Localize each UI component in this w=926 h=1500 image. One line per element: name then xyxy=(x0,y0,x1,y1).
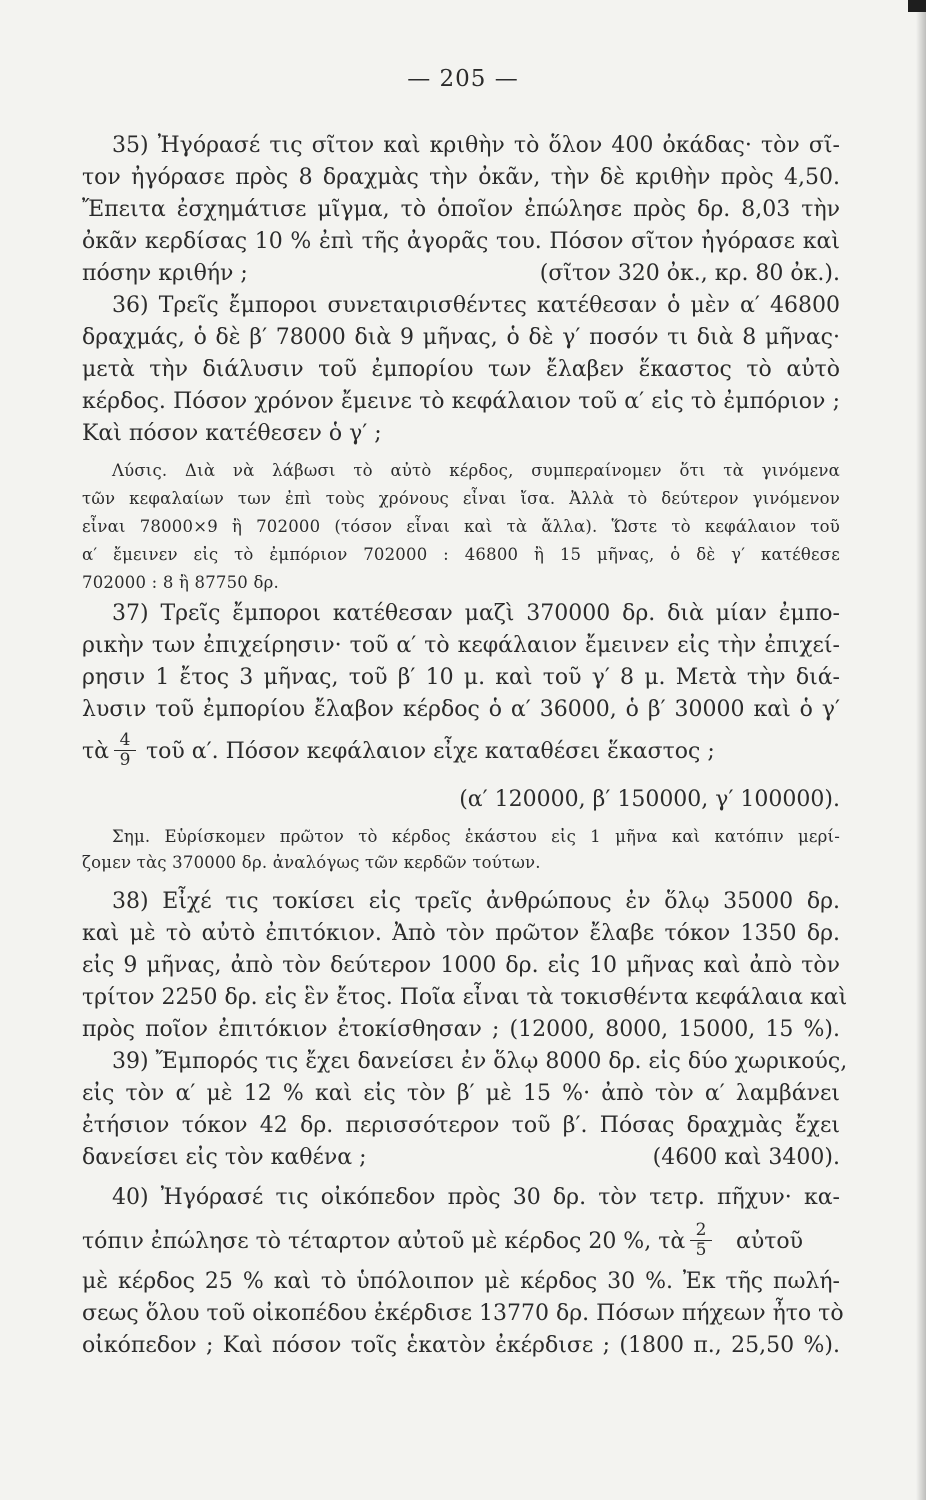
answer: (4600 καὶ 3400). xyxy=(652,1145,840,1170)
text-line: Ἔπειτα ἐσχημάτισε μῖγμα, τὸ ὁποῖον ἐπώλησε πρὸς δρ. 8,03 τὴν xyxy=(82,197,840,222)
text-line: 38) Εἶχέ τις τοκίσει εἰς τρεῖς ἀνθρώπους ἐν ὅλῳ 35000 δρ. xyxy=(112,889,840,914)
text-line: λυσιν τοῦ ἐμπορίου ἔλαβον κέρδος ὁ α′ 36000, ὁ β′ 30000 καὶ ὁ γ′ xyxy=(82,697,840,722)
text-line: 40) Ἠγόρασέ τις οἰκόπεδον πρὸς 30 δρ. τὸν τετρ. πῆχυν· κα- xyxy=(112,1185,840,1210)
solution-line: 702000 : 8 ἢ 87750 δρ. xyxy=(82,573,279,592)
page-edge-shadow xyxy=(916,0,926,1500)
answer: (σῖτον 320 ὀκ., κρ. 80 ὀκ.). xyxy=(539,261,840,286)
text-line: ρησιν 1 ἔτος 3 μῆνας, τοῦ β′ 10 μ. καὶ τοῦ γ′ 8 μ. Μετὰ τὴν διά- xyxy=(82,665,840,690)
fraction-denominator: 5 xyxy=(695,1240,707,1260)
text-line: εἰς 9 μῆνας, ἀπὸ τὸν δεύτερον 1000 δρ. εἰς 10 μῆνας καὶ ἀπὸ τὸν xyxy=(82,953,840,978)
solution-line: εἶναι 78000×9 ἢ 702000 (τόσον εἶναι καὶ τὰ ἄλλα). Ὥστε τὸ κεφάλαιον τοῦ xyxy=(82,517,840,536)
text-line: οἰκόπεδον ; Καὶ πόσον τοῖς ἑκατὸν ἐκέρδισε ; (1800 π., 25,50 %). xyxy=(82,1333,840,1358)
fraction xyxy=(690,1222,712,1259)
fraction xyxy=(114,732,136,769)
text-line: τρίτον 2250 δρ. εἰς ἓν ἔτος. Ποῖα εἶναι τὰ τοκισθέντα κεφάλαια καὶ xyxy=(82,985,848,1010)
text-line: κέρδος. Πόσον χρόνον ἔμεινε τὸ κεφάλαιον τοῦ α′ εἰς τὸ ἐμπόριον ; xyxy=(82,389,840,414)
scan-corner xyxy=(908,0,926,12)
fraction-denominator: 9 xyxy=(119,750,131,770)
text-line: σεως ὅλου τοῦ οἰκοπέδου ἐκέρδισε 13770 δρ. Πόσων πήχεων ἦτο τὸ xyxy=(82,1301,844,1326)
text-line: καὶ μὲ τὸ αὐτὸ ἐπιτόκιον. Ἀπὸ τὸν πρῶτον ἔλαβε τόκον 1350 δρ. xyxy=(82,921,840,946)
text-line: ρικὴν των ἐπιχείρησιν· τοῦ α′ τὸ κεφάλαιον ἔμεινεν εἰς τὴν ἐπιχεί- xyxy=(82,633,840,658)
text-line: μὲ κέρδος 25 % καὶ τὸ ὑπόλοιπον μὲ κέρδος 30 %. Ἐκ τῆς πωλή- xyxy=(82,1269,840,1294)
text-line: εἰς τὸν α′ μὲ 12 % καὶ εἰς τὸν β′ μὲ 15 %· ἀπὸ τὸν α′ λαμβάνει xyxy=(82,1081,840,1106)
fraction-numerator: 2 xyxy=(690,1222,712,1241)
text-line: πρὸς ποῖον ἐπιτόκιον ἐτοκίσθησαν ; (12000, 8000, 15000, 15 %). xyxy=(82,1017,840,1042)
solution-line: α′ ἔμεινεν εἰς τὸ ἐμπόριον 702000 : 46800 ἢ 15 μῆνας, ὁ δὲ γ′ κατέθεσε xyxy=(82,545,840,564)
answer: (α′ 120000, β′ 150000, γ′ 100000). xyxy=(459,787,840,812)
text-line: δανείσει εἰς τὸν καθένα ; xyxy=(82,1145,367,1170)
text-line: 39) Ἔμπορός τις ἔχει δανείσει ἐν ὅλῳ 8000 δρ. εἰς δύο χωρικούς, xyxy=(112,1049,848,1074)
text-line: μετὰ τὴν διάλυσιν τοῦ ἐμπορίου των ἔλαβεν ἕκαστος τὸ αὐτὸ xyxy=(82,357,840,382)
text-fragment: τοῦ α′. Πόσον κεφάλαιον εἶχε καταθέσει ἕκαστος ; xyxy=(146,739,715,764)
text-fragment: τὰ xyxy=(82,739,110,764)
text-fragment: τόπιν ἐπώλησε τὸ τέταρτον αὐτοῦ μὲ κέρδος 20 %, τὰ xyxy=(82,1229,686,1254)
text-line: 35) Ἠγόρασέ τις σῖτον καὶ κριθὴν τὸ ὅλον 400 ὀκάδας· τὸν σῖ- xyxy=(112,133,840,158)
text-line: τον ἠγόρασε πρὸς 8 δραχμὰς τὴν ὀκᾶν, τὴν δὲ κριθὴν πρὸς 4,50. xyxy=(82,165,840,190)
text-line: πόσην κριθήν ; xyxy=(82,261,248,286)
text-line: δραχμάς, ὁ δὲ β′ 78000 διὰ 9 μῆνας, ὁ δὲ γ′ ποσόν τι διὰ 8 μῆνας· xyxy=(82,325,840,350)
text-line: 37) Τρεῖς ἔμποροι κατέθεσαν μαζὶ 370000 δρ. διὰ μίαν ἐμπο- xyxy=(112,601,840,626)
solution-line: τῶν κεφαλαίων των ἐπὶ τοὺς χρόνους εἶναι ἴσα. Ἀλλὰ τὸ δεύτερον γινόμενον xyxy=(82,489,840,508)
page-number: — 205 — xyxy=(407,66,519,92)
text-line: ὀκᾶν κερδίσας 10 % ἐπὶ τῆς ἀγορᾶς του. Πόσον σῖτον ἠγόρασε καὶ xyxy=(82,229,840,254)
text-line: ἐτήσιον τόκον 42 δρ. περισσότερον τοῦ β′. Πόσας δραχμὰς ἔχει xyxy=(82,1113,840,1138)
text-line: Καὶ πόσον κατέθεσεν ὁ γ′ ; xyxy=(82,421,382,446)
note-line: ζομεν τὰς 370000 δρ. ἀναλόγως τῶν κερδῶν τούτων. xyxy=(82,853,541,872)
text-line: 36) Τρεῖς ἔμποροι συνεταιρισθέντες κατέθεσαν ὁ μὲν α′ 46800 xyxy=(112,293,840,318)
text-fragment: αὐτοῦ xyxy=(736,1229,804,1254)
fraction-numerator: 4 xyxy=(114,732,136,751)
note-line: Σημ. Εὑρίσκομεν πρῶτον τὸ κέρδος ἑκάστου εἰς 1 μῆνα καὶ κατόπιν μερί- xyxy=(112,827,840,846)
solution-line: Λύσις. Διὰ νὰ λάβωσι τὸ αὐτὸ κέρδος, συμπεραίνομεν ὅτι τὰ γινόμενα xyxy=(112,461,840,480)
